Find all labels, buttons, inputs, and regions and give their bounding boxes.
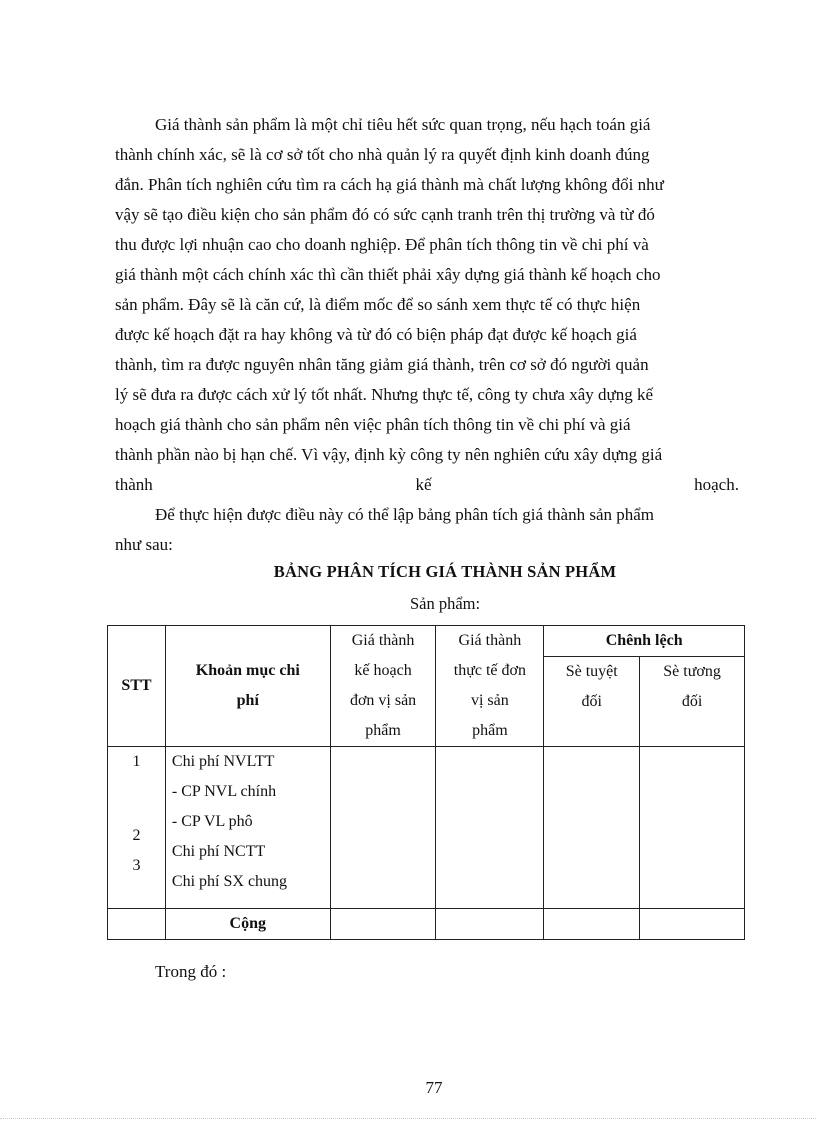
paragraph-1 [115,110,739,500]
p1-last-line [115,470,739,500]
items-cell [165,747,330,909]
header-chenh-lech-label: Chênh lệch [605,632,683,649]
item-line: Chi phí SX chung [171,873,288,890]
empty-cell [436,909,544,940]
paragraph-2 [115,500,739,560]
header-chenh-lech [544,626,745,657]
stt-line: 2 [132,827,141,844]
p1-line: giá thành một cách chính xác thì cần thiết phải xây dựng giá thành kế hoạch cho [115,265,661,284]
empty-cell [330,747,436,909]
p1-line: thành, tìm ra được nguyên nhân tăng giảm giá thành, trên cơ sở đó người quản [115,355,649,374]
header-stt-label: STT [121,677,152,694]
p1-word: kế [415,475,432,494]
header-gkh-line: phẩm [365,722,401,739]
stt-line [108,807,165,821]
stt-cell [108,747,166,909]
p2-line: Để thực hiện được điều này có thể lập bảng phân tích giá thành sản phẩm [155,505,655,524]
empty-cell [640,747,745,909]
header-gkh-line: Giá thành [351,632,415,649]
header-gkh-line: kế hoạch [354,662,412,679]
footer-note: Trong đó : [155,962,227,981]
p1-line: sản phẩm. Đây sẽ là căn cứ, là điểm mốc để so sánh xem thực tế có thực hiện [115,295,641,314]
header-khoan-muc-line: Khoản mục chi [195,662,300,679]
header-khoan-muc-line: phí [236,692,259,709]
p1-line: được kế hoạch đặt ra hay không và từ đó có biện pháp đạt được kế hoạch giá [115,325,637,344]
empty-cell [544,909,640,940]
header-tgd-line: đối [681,693,703,710]
empty-cell [330,909,436,940]
p1-line: thành chính xác, sẽ là cơ sở tốt cho nhà quản lý ra quyết định kinh doanh đúng [115,145,650,164]
p1-line: lý sẽ đưa ra được cách xử lý tốt nhất. Nhưng thực tế, công ty chưa xây dựng kế [115,385,654,404]
header-gia-ke-hoach [330,626,436,747]
item-line: Chi phí NCTT [171,843,266,860]
header-gtt-line: thực tế đơn [453,662,526,679]
header-gtt-line: Giá thành [458,632,522,649]
p1-line: thành phần nào bị hạn chế. Vì vậy, định kỳ công ty nên nghiên cứu xây dựng giá [115,445,663,464]
header-gkh-line: đơn vị sản [349,692,417,709]
header-gtt-line: phẩm [472,722,508,739]
page-number: 77 [425,1078,443,1097]
table-title: BẢNG PHÂN TÍCH GIÁ THÀNH SẢN PHẨM [273,562,617,581]
header-khoan-muc [165,626,330,747]
total-row [108,909,745,940]
p1-line: đắn. Phân tích nghiên cứu tìm ra cách hạ giá thành mà chất lượng không đổi như [115,175,664,194]
p1-line: thu được lợi nhuận cao cho doanh nghiệp. Để phân tích thông tin về chi phí và [115,235,649,254]
p1-line: Giá thành sản phẩm là một chỉ tiêu hết sức quan trọng, nếu hạch toán giá [155,115,651,134]
header-tgd-line: Sè tương [663,663,721,680]
p1-word: hoạch. [694,475,739,494]
header-gia-thuc-te [436,626,544,747]
cost-analysis-table [107,625,745,940]
item-line: Chi phí NVLTT [171,753,275,770]
header-td-line: Sè tuyệt [565,663,618,680]
bottom-rule [0,1118,816,1119]
p1-line: hoạch giá thành cho sản phẩm nên việc phân tích thông tin về chi phí và giá [115,415,631,434]
header-td-line: đối [581,693,602,710]
empty-cell [108,909,166,940]
stt-line: 1 [132,753,141,770]
total-label-cell [165,909,330,940]
empty-cell [640,909,745,940]
p1-word: thành [115,475,153,494]
p2-line: như sau: [115,535,173,554]
empty-cell [436,747,544,909]
p1-line: vậy sẽ tạo điều kiện cho sản phẩm đó có sức cạnh tranh trên thị trường và từ đó [115,205,655,224]
stt-line: 3 [132,857,141,874]
item-line: - CP VL phô [171,813,253,830]
table-subtitle: Sản phẩm: [409,594,481,613]
total-label: Cộng [229,915,266,932]
header-gtt-line: vị sản [470,692,509,709]
empty-cell [544,747,640,909]
stt-line [108,777,165,807]
header-stt [108,626,166,747]
header-tuong-doi [640,657,745,747]
header-tuyet-doi [544,657,640,747]
item-line: - CP NVL chính [171,783,277,800]
table-row [108,747,745,909]
